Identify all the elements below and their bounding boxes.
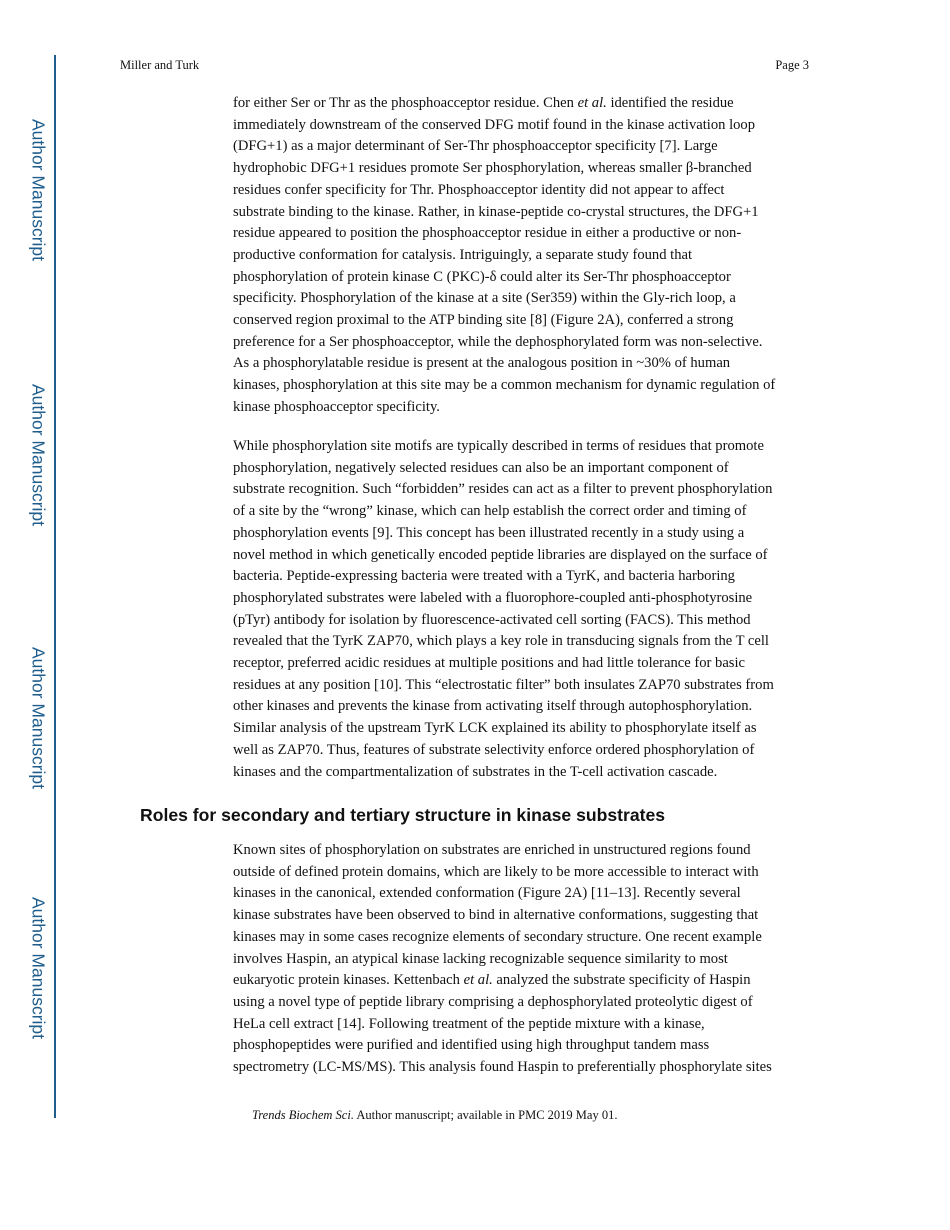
- text-segment: phosphorylated substrates were labeled with a fluorophore-coupled anti-phosphotyrosine: [233, 589, 753, 606]
- text-segment: revealed that the TyrK ZAP70, which plays a key role in transducing signals from the T cell: [233, 633, 769, 650]
- text-line: [233, 310, 823, 332]
- footer-note: Author manuscript; available in PMC 2019 May 01.: [353, 1108, 618, 1122]
- text-line: [233, 862, 823, 884]
- text-line: [233, 436, 823, 458]
- text-segment: Similar analysis of the upstream TyrK LCK explained its ability to phosphorylate itself as: [233, 720, 757, 737]
- sidebar-label: Author Manuscript: [28, 383, 49, 527]
- text-line: [233, 675, 823, 697]
- text-segment: While phosphorylation site motifs are typically described in terms of residues that promote: [233, 438, 764, 454]
- text-segment: kinases and the compartmentalization of substrates in the T-cell activation cascade.: [233, 763, 718, 780]
- text-line: [233, 883, 823, 905]
- text-line: [233, 115, 823, 137]
- text-line: [233, 353, 823, 375]
- text-line: [233, 1057, 823, 1079]
- sidebar-label: Author Manuscript: [28, 646, 49, 790]
- text-line: [233, 202, 823, 224]
- text-line: [233, 740, 823, 762]
- sidebar-label: Author Manuscript: [28, 118, 49, 262]
- paragraph-3: [233, 840, 823, 1079]
- text-segment: substrate recognition. Such “forbidden” resides can act as a filter to prevent phosphorylation: [233, 481, 773, 498]
- text-segment: analyzed the substrate specificity of Haspin: [492, 972, 751, 989]
- text-line: [233, 136, 823, 158]
- text-line: [233, 332, 823, 354]
- text-segment: substrate binding to the kinase. Rather, in kinase-peptide co-crystal structures, the DFG+1: [233, 203, 759, 220]
- text-line: [233, 631, 823, 653]
- text-segment: using a novel type of peptide library comprising a dephosphorylated proteolytic digest of: [233, 993, 753, 1010]
- text-segment: kinases, phosphorylation at this site may be a common mechanism for dynamic regulation of: [233, 377, 776, 394]
- text-line: [233, 588, 823, 610]
- text-segment: kinases in the canonical, extended conformation (Figure 2A) [11–13]. Recently several: [233, 885, 741, 902]
- text-segment: preference for a Ser phosphoacceptor, while the dephosphorylated form was non-selective.: [233, 333, 763, 350]
- text-segment: bacteria. Peptide-expressing bacteria were treated with a TyrK, and bacteria harboring: [233, 568, 735, 585]
- text-segment: outside of defined protein domains, which are likely to be more accessible to interact with: [233, 863, 759, 880]
- text-segment: novel method in which genetically encoded peptide libraries are displayed on the surface of: [233, 546, 768, 563]
- text-segment: phosphopeptides were purified and identified using high throughput tandem mass: [233, 1037, 710, 1054]
- text-segment: As a phosphorylatable residue is present at the analogous position in ~30% of human: [233, 355, 731, 372]
- text-segment: residue appeared to position the phosphoacceptor residue in either a productive or non-: [233, 225, 742, 242]
- paragraph-1: [233, 93, 823, 419]
- italic-text: et al.: [463, 972, 493, 989]
- text-line: [233, 545, 823, 567]
- text-line: [233, 479, 823, 501]
- text-segment: of a site by the “wrong” kinase, which can help establish the correct order and timing of: [233, 503, 747, 520]
- text-line: [233, 245, 823, 267]
- text-segment: phosphorylation of protein kinase C (PKC)-δ could alter its Ser-Thr phosphoacceptor: [233, 268, 731, 285]
- text-line: [233, 905, 823, 927]
- text-line: [233, 223, 823, 245]
- text-segment: other kinases and prevents the kinase from activating itself through autophosphorylation.: [233, 698, 753, 715]
- text-segment: (pTyr) antibody for isolation by fluorescence-activated cell sorting (FACS). This method: [233, 611, 751, 628]
- text-segment: involves Haspin, an atypical kinase lacking recognizable sequence similarity to most: [233, 950, 728, 967]
- text-segment: receptor, preferred acidic residues at multiple positions and had little tolerance for basic: [233, 655, 746, 672]
- margin-rule: [54, 55, 56, 1118]
- text-line: [233, 927, 823, 949]
- text-line: [233, 610, 823, 632]
- footer-citation: [252, 1108, 617, 1123]
- text-segment: Known sites of phosphorylation on substrates are enriched in unstructured regions found: [233, 842, 751, 858]
- text-line: [233, 653, 823, 675]
- text-line: [233, 523, 823, 545]
- text-line: [233, 970, 823, 992]
- text-line: [233, 992, 823, 1014]
- text-line: [233, 267, 823, 289]
- text-segment: productive conformation for catalysis. Intriguingly, a separate study found that: [233, 246, 693, 263]
- text-segment: residues at any position [10]. This “electrostatic filter” both insulates ZAP70 substrates from: [233, 676, 774, 693]
- text-segment: for either Ser or Thr as the phosphoacceptor residue. Chen: [233, 95, 578, 111]
- text-segment: well as ZAP70. Thus, features of substrate selectivity enforce ordered phosphorylation of: [233, 741, 755, 758]
- text-segment: hydrophobic DFG+1 residues promote Ser phosphorylation, whereas smaller β-branched: [233, 160, 752, 177]
- text-line: [233, 501, 823, 523]
- text-segment: phosphorylation events [9]. This concept has been illustrated recently in a study using a: [233, 524, 745, 541]
- text-segment: spectrometry (LC-MS/MS). This analysis found Haspin to preferentially phosphorylate sites: [233, 1059, 772, 1076]
- text-segment: (DFG+1) as a major determinant of Ser-Thr phosphoacceptor specificity [7]. Large: [233, 138, 718, 155]
- text-line: [233, 375, 823, 397]
- text-segment: kinase substrates have been observed to bind in alternative conformations, suggesting that: [233, 907, 759, 924]
- sidebar-label: Author Manuscript: [28, 896, 49, 1040]
- running-header-authors: Miller and Turk: [120, 58, 200, 72]
- text-segment: identified the residue: [606, 95, 734, 111]
- text-line: [233, 1014, 823, 1036]
- text-segment: residues confer specificity for Thr. Phosphoacceptor identity did not appear to affect: [233, 181, 725, 198]
- text-line: [233, 840, 823, 862]
- text-line: [233, 1035, 823, 1057]
- text-line: [233, 288, 823, 310]
- italic-text: et al.: [577, 95, 607, 111]
- journal-name: Trends Biochem Sci.: [252, 1108, 354, 1122]
- text-segment: specificity. Phosphorylation of the kinase at a site (Ser359) within the Gly-rich loop, a: [233, 290, 736, 307]
- text-segment: kinase phosphoacceptor specificity.: [233, 398, 440, 415]
- text-segment: eukaryotic protein kinases. Kettenbach: [233, 972, 464, 989]
- paragraph-2: [233, 436, 823, 783]
- section-heading: Roles for secondary and tertiary structure in kinase substrates: [140, 805, 666, 825]
- text-line: [233, 93, 823, 115]
- text-line: [233, 762, 823, 784]
- text-segment: conserved region proximal to the ATP binding site [8] (Figure 2A), conferred a strong: [233, 312, 734, 329]
- text-line: [233, 949, 823, 971]
- text-line: [233, 180, 823, 202]
- text-segment: immediately downstream of the conserved DFG motif found in the kinase activation loop: [233, 116, 756, 133]
- text-line: [233, 397, 823, 419]
- text-line: [233, 566, 823, 588]
- text-segment: phosphorylation, negatively selected residues can also be an important component of: [233, 459, 729, 476]
- text-line: [233, 696, 823, 718]
- text-line: [233, 458, 823, 480]
- text-segment: kinases may in some cases recognize elements of secondary structure. One recent example: [233, 928, 762, 945]
- text-line: [233, 158, 823, 180]
- text-segment: HeLa cell extract [14]. Following treatment of the peptide mixture with a kinase,: [233, 1015, 705, 1032]
- text-line: [233, 718, 823, 740]
- page-number: Page 3: [775, 58, 809, 72]
